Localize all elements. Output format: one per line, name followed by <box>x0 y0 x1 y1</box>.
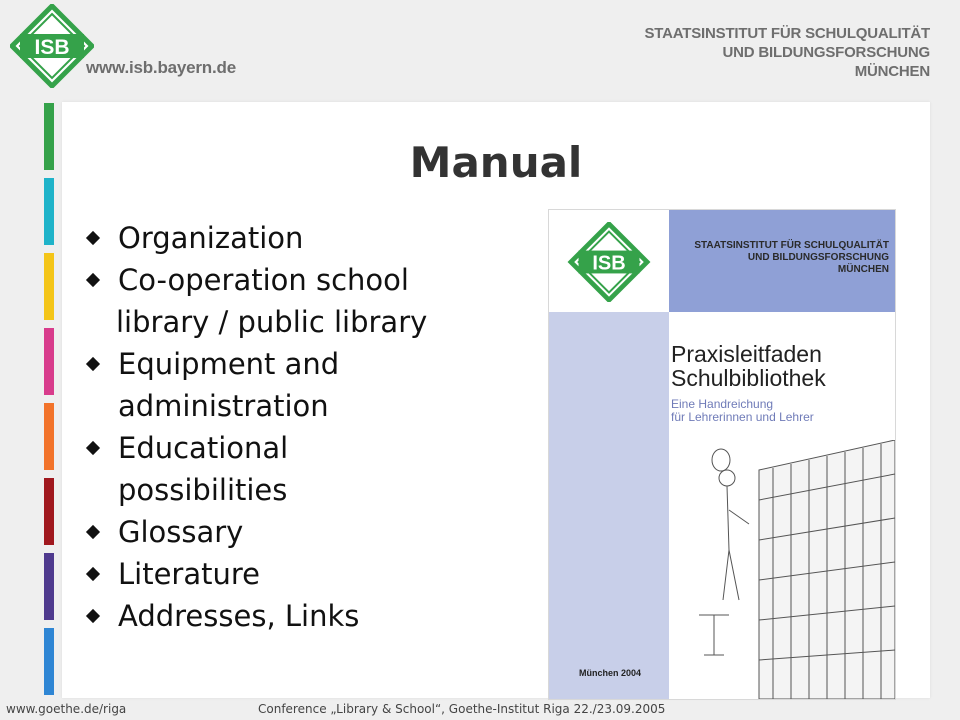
diamond-bullet-icon <box>86 441 100 455</box>
footer-conference: Conference „Library & School“, Goethe-Institut Riga 22./23.09.2005 <box>258 702 666 716</box>
diamond-bullet-icon <box>86 609 100 623</box>
color-stripe <box>44 253 54 320</box>
bullet-text: Addresses, Links <box>118 599 360 633</box>
cover-title-line: Schulbibliothek <box>671 365 826 391</box>
bullet-text: Co-operation school <box>118 263 409 297</box>
bullet-text: Glossary <box>118 515 244 549</box>
cover-institute-line: STAATSINSTITUT FÜR SCHULQUALITÄT <box>694 240 889 251</box>
cover-side-band <box>549 312 669 699</box>
slide <box>62 102 930 698</box>
institute-line: STAATSINSTITUT FÜR SCHULQUALITÄT <box>644 25 930 42</box>
bullet-text: Educational <box>118 431 289 465</box>
cover-subtitle-line: Eine Handreichung <box>671 397 774 411</box>
cover-institute-line: MÜNCHEN <box>837 264 889 275</box>
bullet-list <box>84 217 427 637</box>
cover-date: München 2004 <box>579 668 642 678</box>
color-stripe <box>44 403 54 470</box>
bullet-item <box>84 553 427 595</box>
bullet-text: Literature <box>118 557 260 591</box>
bookshelf-illustration <box>669 440 895 699</box>
book-cover <box>548 209 896 700</box>
bullet-text: Organization <box>118 221 304 255</box>
isb-logo <box>10 4 94 88</box>
cover-isb-logo <box>567 222 651 302</box>
cover-institute-line: UND BILDUNGSFORSCHUNG <box>747 252 889 263</box>
cover-institute-name <box>694 240 889 276</box>
cover-subtitle <box>671 398 814 424</box>
cover-title-line: Praxisleitfaden <box>671 341 822 367</box>
bullet-item <box>84 511 427 553</box>
bullet-text: possibilities <box>118 473 288 507</box>
bullet-text: library / public library <box>116 305 428 339</box>
bullet-item <box>84 217 427 259</box>
color-stripes <box>44 103 54 703</box>
color-stripe <box>44 103 54 170</box>
logo-url[interactable]: www.isb.bayern.de <box>86 58 236 77</box>
cover-title <box>671 342 826 390</box>
institute-line: UND BILDUNGSFORSCHUNG <box>722 44 930 61</box>
cover-logo-text: ISB <box>592 252 626 275</box>
institute-name <box>644 24 930 81</box>
slide-title: Manual <box>409 138 583 187</box>
footer <box>0 699 960 720</box>
diamond-bullet-icon <box>86 567 100 581</box>
color-stripe <box>44 178 54 245</box>
bullet-text: Equipment and <box>118 347 340 381</box>
color-stripe <box>44 478 54 545</box>
color-stripe <box>44 628 54 695</box>
diamond-bullet-icon <box>86 273 100 287</box>
cover-subtitle-line: für Lehrerinnen und Lehrer <box>671 410 814 424</box>
logo-text: ISB <box>34 36 70 59</box>
diamond-bullet-icon <box>86 357 100 371</box>
diamond-bullet-icon <box>86 231 100 245</box>
bullet-item <box>84 427 427 511</box>
header <box>0 0 960 100</box>
bullet-item <box>84 343 427 427</box>
diamond-bullet-icon <box>86 525 100 539</box>
bullet-item <box>84 259 427 343</box>
bullet-item <box>84 595 427 637</box>
footer-url[interactable]: www.goethe.de/riga <box>6 702 127 716</box>
color-stripe <box>44 553 54 620</box>
bullet-text: administration <box>118 389 329 423</box>
institute-line: MÜNCHEN <box>854 63 930 80</box>
color-stripe <box>44 328 54 395</box>
